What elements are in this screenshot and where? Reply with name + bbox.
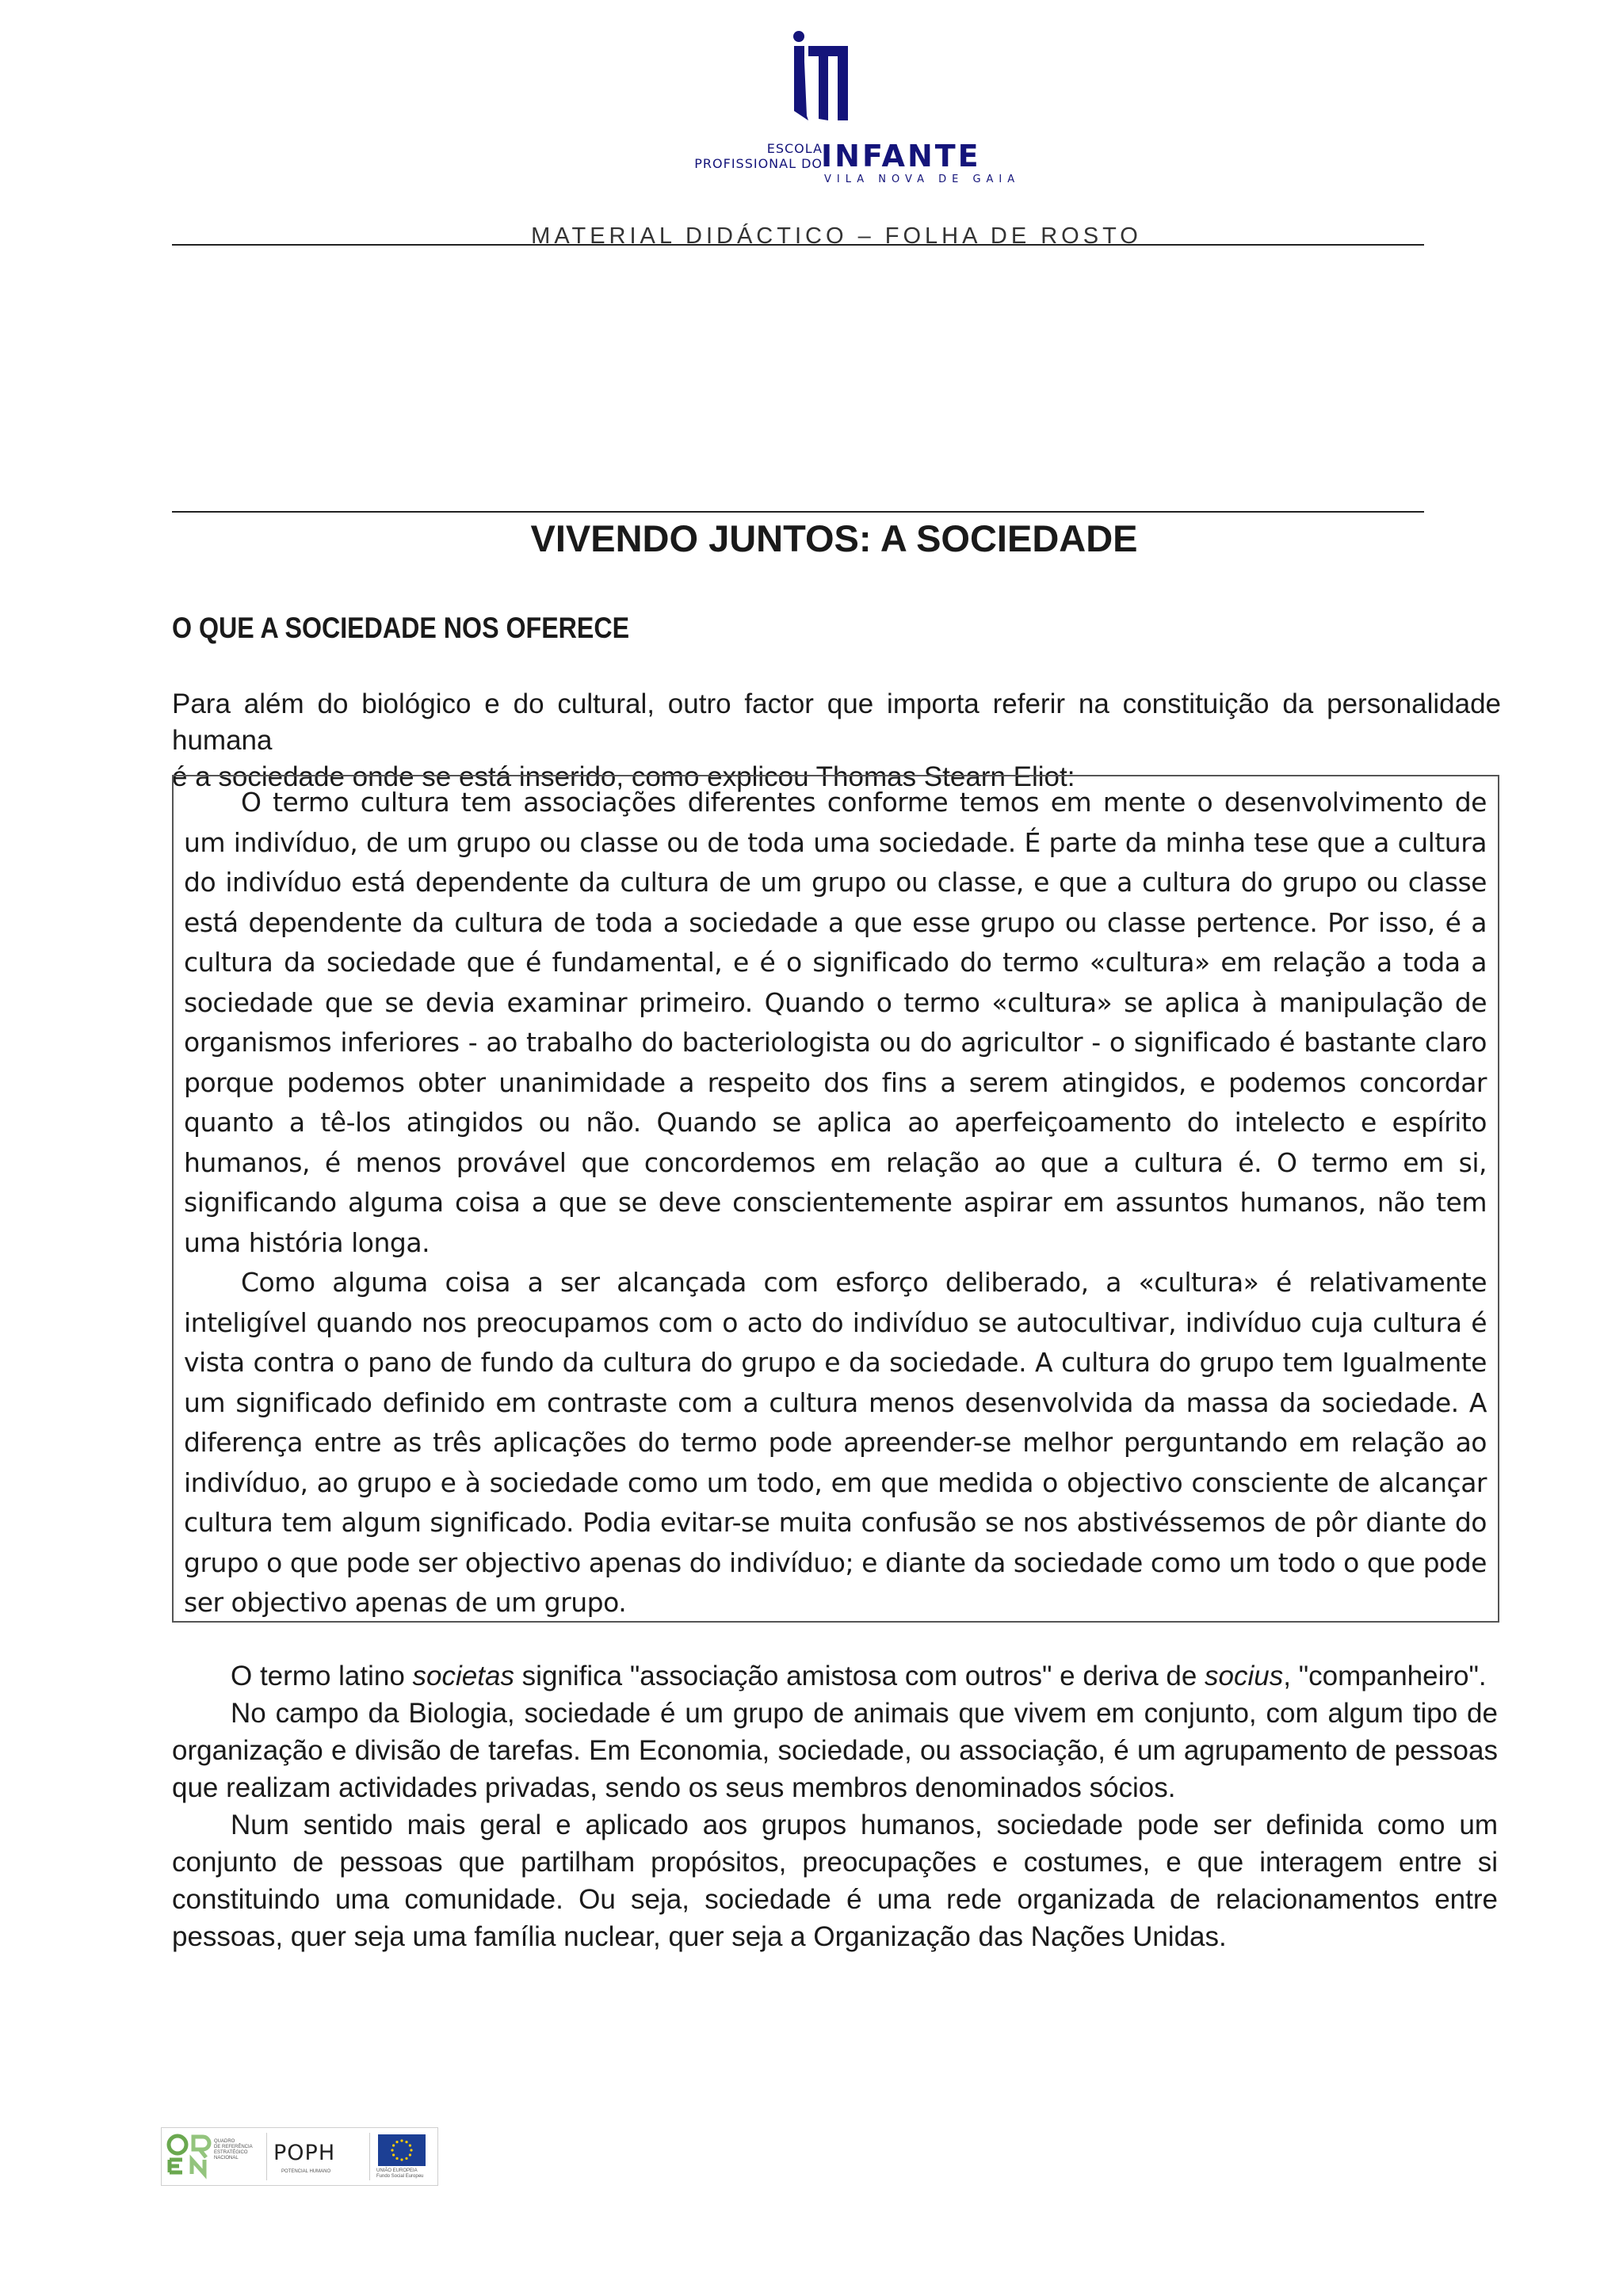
school-logo-mark	[689, 30, 975, 141]
quote-paragraph-1: O termo cultura tem associações diferentes conforme temos em mente o desenvolvimento de um indivíduo, de um grupo ou classe ou de toda uma sociedade. É parte da minha tese que a cultura do indivíduo está dependente da cultura de um grupo ou classe, e que a cultura do grupo ou classe está dependente da cultura de toda a sociedade a que esse grupo ou classe pertence. Por isso, é a cultura da sociedade que é fundamental, e é o significado do termo «cultura» em relação a toda a sociedade que se devia examinar primeiro. Quando o termo «cultura» se aplica à manipulação de organismos inferiores - ao trabalho do bacteriologista ou do agricultor - o significado é bastante claro porque podemos obter unanimidade a respeito dos fins a serem atingidos, e podemos concordar quanto a tê-los atingidos ou não. Quando se aplica ao aperfeiçoamento do intelecto e espírito humanos, é menos provável que concordemos em relação ao que a cultura é. O termo em si, significando alguma coisa a que se deve conscientemente aspirar em assuntos humanos, não tem uma história longa.	[184, 787, 1487, 1258]
eliot-quote	[184, 783, 1487, 1623]
poph-logo	[266, 2133, 365, 2180]
school-logo	[689, 30, 1021, 189]
eu-flag-icon	[378, 2134, 426, 2166]
funding-logos	[161, 2127, 438, 2186]
body-text	[172, 1657, 1498, 1955]
qren-text: QUADRO DE REFERÊNCIA ESTRATÉGICO NACIONAL	[214, 2139, 253, 2161]
body-paragraph-3: Num sentido mais geral e aplicado aos grupos humanos, sociedade pode ser definida como um conjunto de pessoas que partilham propósitos, preocupações e costumes, e que interagem entre si constituindo uma comunidade. Ou seja, sociedade é uma rede organizada de relacionamentos entre pessoas, quer seja uma família nuclear, quer seja a Organização das Nações Unidas.	[172, 1810, 1498, 1952]
intro-line-2: é a sociedade onde se está inserido, como explicou Thomas Stearn Eliot:	[172, 761, 1075, 792]
poph-subtext: POTENCIAL HUMANO	[281, 2169, 331, 2174]
intro-line-1: Para além do biológico e do cultural, outro factor que importa referir na constituição da personalidade humana	[172, 688, 1501, 756]
logo-infante-text: INFANTE	[821, 139, 981, 174]
running-head: MATERIAL DIDÁCTICO – FOLHA DE ROSTO	[531, 223, 1142, 249]
logo-vila-text: VILA NOVA DE GAIA	[824, 174, 1021, 185]
title-divider	[172, 511, 1424, 513]
eu-text: UNIÃO EUROPEIA Fundo Social Europeu	[376, 2168, 424, 2179]
header-divider	[172, 244, 1424, 246]
qren-logo	[165, 2133, 262, 2180]
eu-logo	[369, 2133, 435, 2180]
section-heading: O QUE A SOCIEDADE NOS OFERECE	[172, 612, 630, 644]
body-paragraph-1: O termo latino societas significa "associação amistosa com outros" e deriva de socius, "companheiro".	[231, 1661, 1487, 1691]
logo-escola-text: ESCOLA PROFISSIONAL DO	[694, 141, 823, 171]
quote-paragraph-2: Como alguma coisa a ser alcançada com esforço deliberado, a «cultura» é relativamente inteligível quando nos preocupamos com o acto do indivíduo se autocultivar, indivíduo cuja cultura é vista contra o pano de fundo da cultura do grupo e da sociedade. A cultura do grupo tem Igualmente um significado definido em contraste com a cultura menos desenvolvida da massa da sociedade. A diferença entre as três aplicações do termo pode apreender-se melhor perguntando em relação ao indivíduo, ao grupo e à sociedade como um todo, em que medida o objectivo consciente de alcançar cultura tem algum significado. Podia evitar-se muita confusão se nos abstivéssemos de pôr diante do grupo o que pode ser objectivo apenas do indivíduo; e diante da sociedade como um todo o que pode ser objectivo apenas de um grupo.	[184, 1267, 1487, 1618]
qren-icon	[165, 2133, 212, 2180]
poph-wordmark: POPH	[273, 2141, 336, 2165]
body-paragraph-2: No campo da Biologia, sociedade é um grupo de animais que vivem em conjunto, com algum tipo de organização e divisão de tarefas. Em Economia, sociedade, ou associação, é um agrupamento de pessoas que realizam actividades privadas, sendo os seus membros denominados sócios.	[172, 1698, 1498, 1803]
page-title: VIVENDO JUNTOS: A SOCIEDADE	[530, 517, 1138, 559]
